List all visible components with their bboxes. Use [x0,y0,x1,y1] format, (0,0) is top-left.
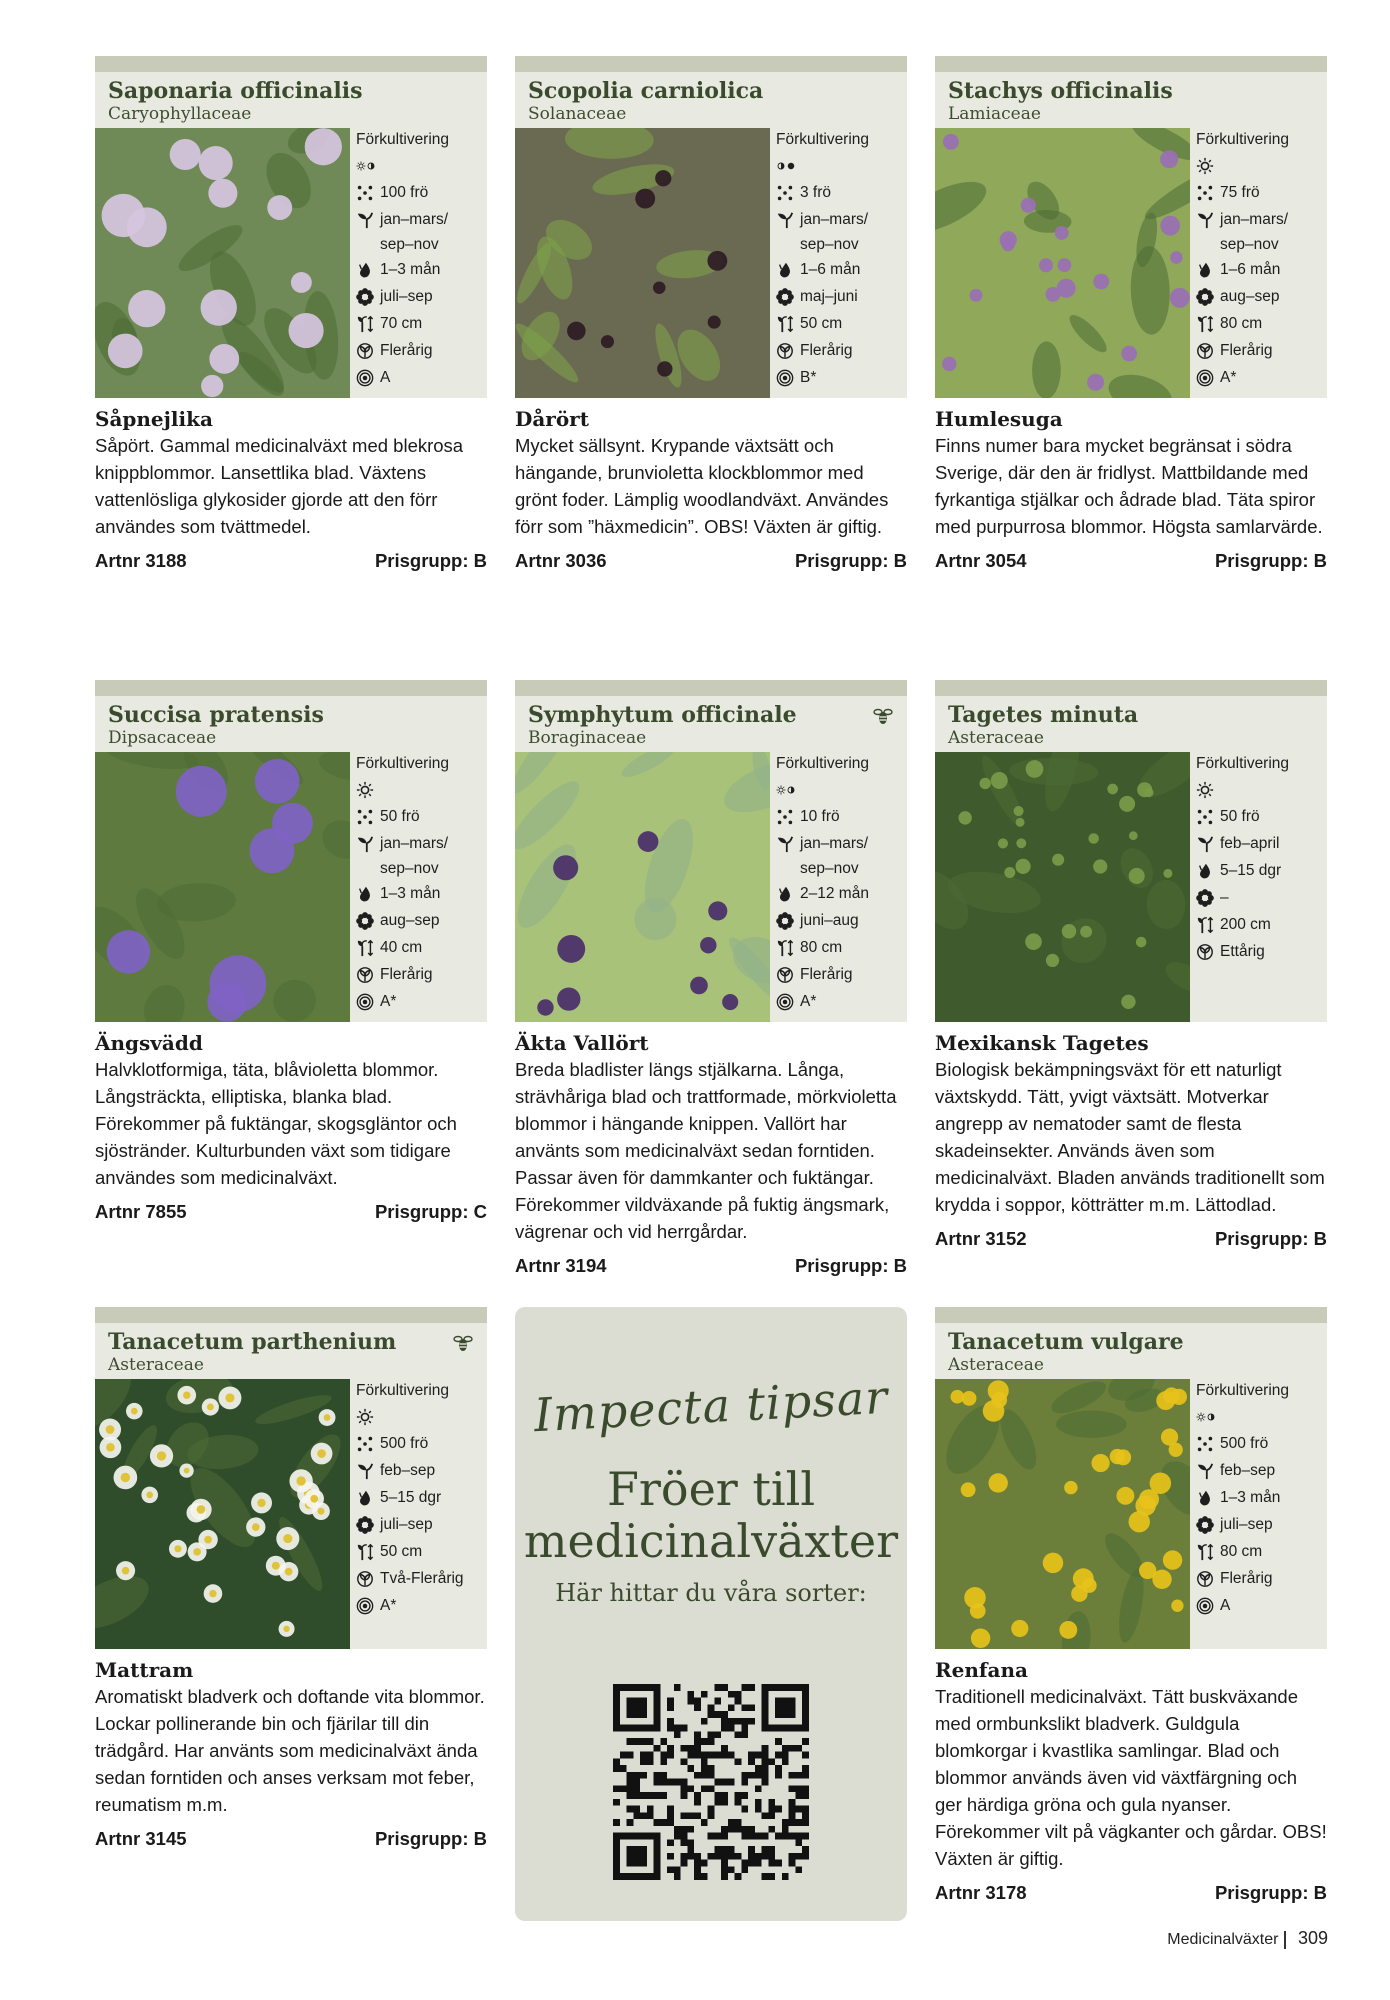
card-header [515,696,907,752]
seed-count: 100 frö [380,184,429,201]
lifecycle: Flerårig [1220,342,1273,359]
plant-family: Boraginaceae [528,728,647,748]
bloom-time: juli–sep [1220,1516,1273,1533]
bloom-time: juli–sep [380,1516,433,1533]
sun-shade-icon [776,776,796,803]
seed-count: 50 frö [380,808,420,825]
article-number: Artnr 3188 [95,550,187,571]
tip-title-line2: medicinalväxter [523,1514,899,1568]
common-name: Såpnejlika [95,407,213,431]
article-number: Artnr 3152 [935,1228,1027,1249]
sowing-time: jan–mars/ [800,211,869,228]
cultivation-info [356,1379,487,1619]
lifecycle-icon [1196,337,1220,364]
bloom-time: – [1220,889,1229,906]
card-body [935,752,1327,1022]
article-number: Artnr 3036 [515,550,607,571]
bloom-icon [1196,884,1220,911]
sowing-time: feb–sep [380,1462,436,1479]
info-label: Förkultivering [776,131,870,148]
cultivation-info [1196,128,1327,391]
article-number: Artnr 3145 [95,1828,187,1849]
seed-count: 3 frö [800,184,832,201]
sun-shade-icon [1196,152,1216,179]
product-card [95,1307,487,1852]
hardiness-icon [356,988,380,1015]
germination-time: 2–12 mån [800,885,869,902]
common-name: Mexikansk Tagetes [935,1031,1149,1055]
height-icon [356,310,380,337]
sowing-time-2: sep–nov [380,236,439,253]
product-card [935,680,1327,1252]
card-footer [95,1826,487,1852]
cultivation-info [776,128,907,391]
germination-icon [1196,857,1220,884]
card-header [935,696,1327,752]
common-name: Dårört [515,407,589,431]
bee-friendly-icon [453,1333,473,1353]
hardiness-zone: A [380,369,391,386]
lifecycle: Flerårig [1220,1570,1273,1587]
plant-height: 200 cm [1220,916,1271,933]
bloom-icon [776,283,800,310]
card-body [95,752,487,1022]
plant-family: Asteraceae [108,1355,204,1375]
lifecycle-icon [356,961,380,988]
seed-count: 500 frö [1220,1435,1269,1452]
seeds-icon [1196,179,1220,206]
info-label: Förkultivering [776,755,870,772]
plant-photo-frame [95,128,350,398]
plant-height: 80 cm [1220,315,1263,332]
product-card [935,56,1327,574]
qr-code[interactable] [613,1684,809,1880]
lifecycle: Flerårig [800,342,853,359]
plant-family: Asteraceae [948,728,1044,748]
plant-photo [935,128,1190,398]
card-header [95,1323,487,1379]
sowing-icon [356,1457,380,1484]
card-body [515,128,907,398]
article-number: Artnr 3194 [515,1255,607,1276]
height-icon [776,310,800,337]
sowing-time: jan–mars/ [800,835,869,852]
description: Breda bladlister längs stjälkarna. Långa, strävhåriga blad och trattformade, mörkvioletta blommor i hängande knippen. Vallört har använts som medicinalväxt sedan forntiden. Passar även för dammkanter och fuktängar. Förekommer vildväxande på fuktig ängsmark, vägrenar och vid herrgårdar. [515,1059,897,1242]
hardiness-icon [1196,1592,1220,1619]
price-group: Prisgrupp: B [794,1255,907,1276]
plant-family: Caryophyllaceae [108,104,252,124]
light-requirement [1196,776,1327,803]
page-number: 309 [1297,1928,1328,1948]
light-requirement [356,776,487,803]
common-name: Äkta Vallört [515,1031,649,1055]
description: Biologisk bekämpningsväxt för ett naturligt växtskydd. Tätt, yvigt växtsätt. Motverkar angrepp av nematoder samt de flesta skadeinsekter. Används även som medicinalväxt. Bladen används traditionellt som krydda i soppor, kötträtter m.m. Lättodlad. [935,1059,1325,1215]
germination-time: 5–15 dgr [380,1489,442,1506]
lifecycle-icon [1196,938,1220,965]
card-body [95,1379,487,1649]
germination-icon [356,880,380,907]
latin-name: Tanacetum vulgare [948,1329,1184,1355]
latin-name: Tagetes minuta [948,702,1139,728]
cultivation-info [356,752,487,1015]
description: Aromatiskt bladverk och doftande vita blommor. Lockar pollinerande bin och fjärilar till din trädgård. Har använts som medicinalväxt ända sedan forntiden och anses verksam mot feber, reumatism m.m. [95,1686,485,1815]
plant-height: 50 cm [800,315,843,332]
plant-family: Solanaceae [528,104,627,124]
seeds-icon [1196,803,1220,830]
product-card [515,680,907,1279]
card-header [935,1323,1327,1379]
sowing-icon [356,206,380,233]
bloom-icon [1196,283,1220,310]
card-top-bar [95,1307,487,1323]
price-group: Prisgrupp: B [1214,550,1327,571]
light-requirement [776,152,907,179]
plant-photo-frame [95,1379,350,1649]
lifecycle: Flerårig [800,966,853,983]
info-label: Förkultivering [356,1382,450,1399]
info-label: Förkultivering [1196,755,1290,772]
cultivation-info [1196,752,1327,965]
germination-icon [1196,1484,1220,1511]
sun-shade-icon [776,152,796,179]
card-top-bar [935,1307,1327,1323]
bloom-icon [1196,1511,1220,1538]
description: Mycket sällsynt. Krypande växtsätt och hängande, brunvioletta klockblommor med grönt foder. Lämplig woodlandväxt. Användes förr som ”häxmedicin”. OBS! Växten är giftig. [515,435,889,537]
sowing-time-2: sep–nov [1220,236,1279,253]
product-card [515,56,907,574]
cultivation-info [776,752,907,1015]
bloom-time: juli–sep [380,288,433,305]
tip-script-heading: Impecta tipsar [532,1369,890,1443]
bloom-time: juni–aug [800,912,859,929]
card-footer [935,1880,1327,1906]
impecta-tip-box [515,1307,907,1921]
info-label: Förkultivering [1196,131,1290,148]
light-requirement [1196,1403,1327,1430]
height-icon [1196,1538,1220,1565]
card-footer [935,548,1327,574]
description: Finns numer bara mycket begränsat i södra Sverige, där den är fridlyst. Mattbildande med fyrkantiga stjälkar och ådrade blad. Täta spiror med purpurrosa blommor. Högsta samlarvärde. [935,435,1323,537]
plant-photo-frame [935,752,1190,1022]
info-label: Förkultivering [356,131,450,148]
common-name: Humlesuga [935,407,1063,431]
page-footer [1167,1928,1328,1949]
price-group: Prisgrupp: C [374,1201,487,1222]
plant-height: 50 cm [380,1543,423,1560]
lifecycle: Flerårig [380,966,433,983]
card-header [95,72,487,128]
article-number: Artnr 3178 [935,1882,1027,1903]
card-body [95,128,487,398]
light-requirement [356,152,487,179]
card-body [935,128,1327,398]
product-card [95,680,487,1225]
bloom-icon [356,283,380,310]
tip-title [515,1463,907,1567]
latin-name: Symphytum officinale [528,702,797,728]
bloom-icon [776,907,800,934]
plant-family: Lamiaceae [948,104,1041,124]
sowing-time: feb–sep [1220,1462,1276,1479]
height-icon [1196,911,1220,938]
hardiness-zone: A* [380,1597,397,1614]
latin-name: Saponaria officinalis [108,78,363,104]
plant-photo-frame [935,1379,1190,1649]
lifecycle: Ettårig [1220,943,1265,960]
common-name: Renfana [935,1658,1028,1682]
seeds-icon [356,179,380,206]
light-requirement [356,1403,487,1430]
card-header [515,72,907,128]
sowing-icon [776,830,800,857]
card-footer [515,548,907,574]
article-number: Artnr 3054 [935,550,1027,571]
germination-time: 5–15 dgr [1220,862,1282,879]
plant-family: Asteraceae [948,1355,1044,1375]
info-label: Förkultivering [356,755,450,772]
plant-height: 70 cm [380,315,423,332]
light-requirement [1196,152,1327,179]
seeds-icon [776,179,800,206]
hardiness-zone: A* [380,993,397,1010]
germination-icon [356,256,380,283]
price-group: Prisgrupp: B [374,1828,487,1849]
tip-title-line1: Fröer till [606,1462,816,1516]
sowing-icon [1196,206,1220,233]
sowing-time-2: sep–nov [800,236,859,253]
germination-icon [776,256,800,283]
sowing-icon [1196,1457,1220,1484]
sun-shade-icon [1196,1403,1216,1430]
sowing-time: jan–mars/ [1220,211,1289,228]
price-group: Prisgrupp: B [1214,1228,1327,1249]
card-top-bar [935,56,1327,72]
hardiness-zone: A* [800,993,817,1010]
sowing-time: jan–mars/ [380,211,449,228]
plant-height: 40 cm [380,939,423,956]
plant-photo-frame [515,128,770,398]
card-top-bar [515,56,907,72]
light-requirement [776,776,907,803]
sowing-icon [356,830,380,857]
lifecycle: Flerårig [380,342,433,359]
description: Halvklotformiga, täta, blåvioletta blommor. Långsträckta, elliptiska, blanka blad. Förekommer på fuktängar, skogsgläntor och sjöstränder. Kulturbunden växt som tidigare användes som medicinalväxt. [95,1059,457,1188]
card-top-bar [935,680,1327,696]
tip-subtitle: Här hittar du våra sorter: [555,1579,867,1607]
hardiness-icon [776,364,800,391]
article-number: Artnr 7855 [95,1201,187,1222]
latin-name: Scopolia carniolica [528,78,764,104]
latin-name: Succisa pratensis [108,702,324,728]
hardiness-icon [356,364,380,391]
description: Traditionell medicinalväxt. Tätt buskväxande med ormbunkslikt bladverk. Guldgula blomkorgar i kvastlika samlingar. Blad och blommor används även vid växtfärgning och ger härdiga gröna och gula nyanser. Förekommer vilt på vägkanter och gårdar. OBS! Växten är giftig. [935,1686,1327,1869]
sowing-time: jan–mars/ [380,835,449,852]
card-top-bar [95,56,487,72]
lifecycle-icon [356,337,380,364]
height-icon [776,934,800,961]
plant-photo [515,128,770,398]
lifecycle-icon [356,1565,380,1592]
plant-photo [95,1379,350,1649]
price-group: Prisgrupp: B [1214,1882,1327,1903]
germination-time: 1–3 mån [380,261,441,278]
cultivation-info [356,128,487,391]
sowing-time-2: sep–nov [800,860,859,877]
hardiness-icon [1196,364,1220,391]
card-top-bar [515,680,907,696]
hardiness-zone: A [1220,1597,1231,1614]
card-footer [935,1226,1327,1252]
plant-photo [935,752,1190,1022]
card-footer [515,1253,907,1279]
sowing-icon [1196,830,1220,857]
description: Såpört. Gammal medicinalväxt med blekrosa knippblommor. Lansettlika blad. Växtens vattenlösliga glykosider gjorde att den förr användes som tvättmedel. [95,435,464,537]
germination-time: 1–3 mån [1220,1489,1281,1506]
plant-photo [515,752,770,1022]
plant-photo-frame [935,128,1190,398]
cultivation-info [1196,1379,1327,1619]
plant-height: 80 cm [1220,1543,1263,1560]
lifecycle: Två-Flerårig [380,1570,464,1587]
hardiness-zone: A* [1220,369,1237,386]
info-label: Förkultivering [1196,1382,1290,1399]
lifecycle-icon [776,961,800,988]
germination-time: 1–6 mån [800,261,861,278]
plant-photo [95,128,350,398]
bloom-icon [356,907,380,934]
bloom-time: maj–juni [800,288,858,305]
product-card [935,1307,1327,1906]
card-header [935,72,1327,128]
germination-icon [1196,256,1220,283]
card-footer [95,1199,487,1225]
germination-time: 1–3 mån [380,885,441,902]
bloom-time: aug–sep [1220,288,1280,305]
sun-shade-icon [1196,776,1216,803]
lifecycle-icon [1196,1565,1220,1592]
germination-time: 1–6 mån [1220,261,1281,278]
seeds-icon [356,803,380,830]
footer-divider [1284,1931,1286,1949]
bloom-time: aug–sep [380,912,440,929]
germination-icon [776,880,800,907]
common-name: Ängsvädd [95,1031,203,1055]
seeds-icon [1196,1430,1220,1457]
seed-count: 75 frö [1220,184,1260,201]
sowing-time-2: sep–nov [380,860,439,877]
latin-name: Stachys officinalis [948,78,1173,104]
product-card [95,56,487,574]
plant-photo [935,1379,1190,1649]
plant-height: 80 cm [800,939,843,956]
card-header [95,696,487,752]
card-top-bar [95,680,487,696]
sun-shade-icon [356,776,376,803]
plant-photo-frame [95,752,350,1022]
common-name: Mattram [95,1658,194,1682]
germination-icon [356,1484,380,1511]
lifecycle-icon [776,337,800,364]
plant-photo [95,752,350,1022]
sowing-time: feb–april [1220,835,1280,852]
sowing-icon [776,206,800,233]
seeds-icon [776,803,800,830]
hardiness-icon [776,988,800,1015]
bee-friendly-icon [873,706,893,726]
card-body [515,752,907,1022]
hardiness-icon [356,1592,380,1619]
sun-shade-icon [356,1403,376,1430]
plant-photo-frame [515,752,770,1022]
seed-count: 50 frö [1220,808,1260,825]
plant-family: Dipsacaceae [108,728,217,748]
card-body [935,1379,1327,1649]
price-group: Prisgrupp: B [374,550,487,571]
seed-count: 500 frö [380,1435,429,1452]
card-footer [95,548,487,574]
hardiness-zone: B* [800,369,817,386]
bloom-icon [356,1511,380,1538]
height-icon [1196,310,1220,337]
seeds-icon [356,1430,380,1457]
height-icon [356,1538,380,1565]
latin-name: Tanacetum parthenium [108,1329,397,1355]
price-group: Prisgrupp: B [794,550,907,571]
seed-count: 10 frö [800,808,840,825]
sun-shade-icon [356,152,376,179]
height-icon [356,934,380,961]
section-name: Medicinalväxter [1167,1931,1279,1948]
